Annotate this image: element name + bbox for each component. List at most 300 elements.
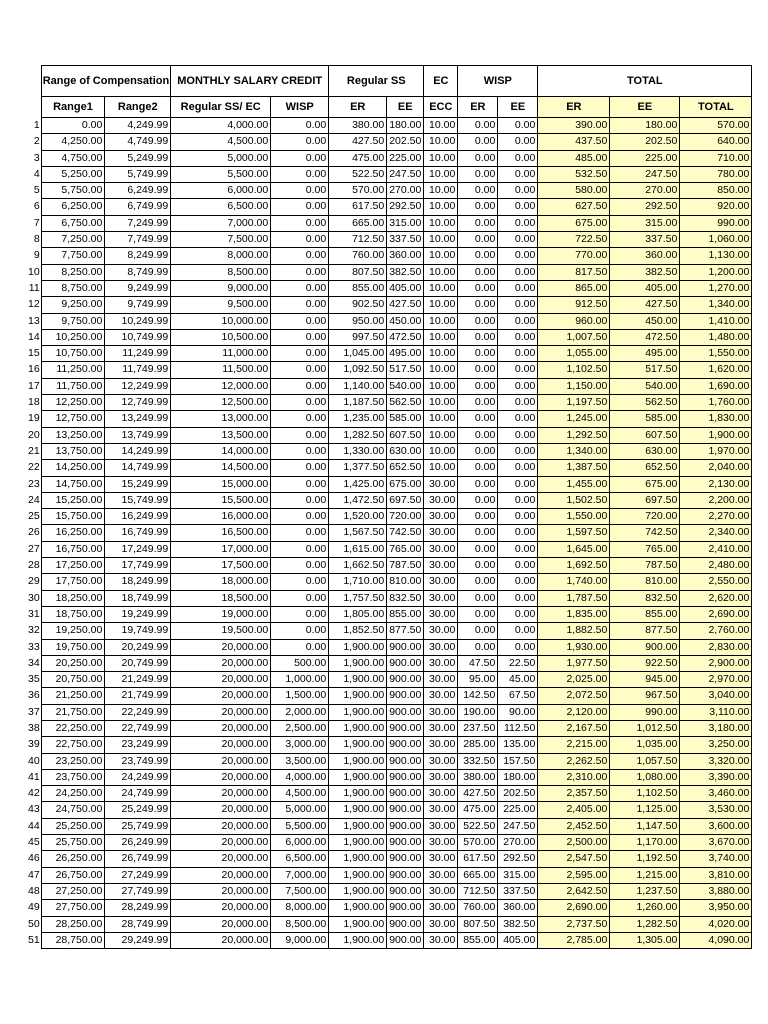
wisp-ee-cell: 0.00 <box>498 558 538 574</box>
total-er-cell: 2,737.50 <box>538 916 610 932</box>
total-ee-cell: 382.50 <box>610 264 680 280</box>
wisp-er-cell: 0.00 <box>458 443 498 459</box>
row-number-cell: 43 <box>28 803 40 816</box>
wisp-er-cell: 0.00 <box>458 215 498 231</box>
ecc-cell: 30.00 <box>424 574 458 590</box>
range2-cell: 28,749.99 <box>105 916 171 932</box>
range1-cell: 15,750.00 <box>41 509 105 525</box>
msc-wisp-cell: 0.00 <box>271 590 329 606</box>
msc-wisp-cell: 0.00 <box>271 329 329 345</box>
table-row <box>28 883 752 899</box>
row-number-cell: 51 <box>28 933 40 946</box>
msc-wisp-cell: 0.00 <box>271 476 329 492</box>
ecc-cell: 10.00 <box>424 460 458 476</box>
range2-cell: 19,249.99 <box>105 606 171 622</box>
total-er-cell: 485.00 <box>538 150 610 166</box>
ecc-cell: 10.00 <box>424 134 458 150</box>
row-number-cell: 39 <box>28 738 40 751</box>
total-ee-cell: 832.50 <box>610 590 680 606</box>
total-ee-cell: 855.00 <box>610 606 680 622</box>
range1-cell: 5,250.00 <box>41 166 105 182</box>
wisp-ee-cell: 0.00 <box>498 639 538 655</box>
row-number-cell: 8 <box>33 233 40 246</box>
ss-ee-cell: 900.00 <box>387 786 424 802</box>
total-er-cell: 1,055.00 <box>538 346 610 362</box>
range2-cell: 23,249.99 <box>105 737 171 753</box>
total-total-cell: 3,670.00 <box>680 835 752 851</box>
ecc-cell: 30.00 <box>424 867 458 883</box>
range1-cell: 11,250.00 <box>41 362 105 378</box>
total-ee-cell: 697.50 <box>610 492 680 508</box>
total-er-cell: 1,645.00 <box>538 541 610 557</box>
ss-er-cell: 1,662.50 <box>329 558 387 574</box>
msc-wisp-cell: 500.00 <box>271 655 329 671</box>
total-total-cell: 3,810.00 <box>680 867 752 883</box>
row-number-cell: 5 <box>33 184 40 197</box>
ss-er-cell: 475.00 <box>329 150 387 166</box>
total-ee-cell: 1,147.50 <box>610 818 680 834</box>
total-er-cell: 960.00 <box>538 313 610 329</box>
wisp-er-cell: 0.00 <box>458 476 498 492</box>
total-er-cell: 2,310.00 <box>538 769 610 785</box>
ss-er-cell: 1,140.00 <box>329 378 387 394</box>
msc-wisp-cell: 5,500.00 <box>271 818 329 834</box>
total-er-cell: 1,930.00 <box>538 639 610 655</box>
total-er-cell: 2,357.50 <box>538 786 610 802</box>
ss-er-cell: 1,900.00 <box>329 802 387 818</box>
wisp-ee-cell: 0.00 <box>498 395 538 411</box>
row-number-cell: 47 <box>28 868 40 881</box>
range1-cell: 6,750.00 <box>41 215 105 231</box>
range1-cell: 8,250.00 <box>41 264 105 280</box>
range1-cell: 15,250.00 <box>41 492 105 508</box>
row-number-cell: 6 <box>33 200 40 213</box>
ss-er-cell: 1,472.50 <box>329 492 387 508</box>
range1-cell: 19,750.00 <box>41 639 105 655</box>
total-er-cell: 912.50 <box>538 297 610 313</box>
range1-cell: 24,250.00 <box>41 786 105 802</box>
ss-er-cell: 522.50 <box>329 166 387 182</box>
wisp-er-cell: 0.00 <box>458 166 498 182</box>
table-row <box>28 639 752 655</box>
total-ee-cell: 1,125.00 <box>610 802 680 818</box>
regular-ss-ec-cell: 20,000.00 <box>171 672 271 688</box>
ss-ee-cell: 562.50 <box>387 395 424 411</box>
regular-ss-ec-cell: 12,500.00 <box>171 395 271 411</box>
range2-cell: 10,249.99 <box>105 313 171 329</box>
table-row <box>28 509 752 525</box>
total-total-cell: 3,460.00 <box>680 786 752 802</box>
wisp-er-cell: 380.00 <box>458 769 498 785</box>
table-row <box>28 525 752 541</box>
total-total-cell: 780.00 <box>680 166 752 182</box>
table-row <box>28 753 752 769</box>
range2-cell: 28,249.99 <box>105 900 171 916</box>
msc-wisp-cell: 2,000.00 <box>271 704 329 720</box>
regular-ss-ec-cell: 14,500.00 <box>171 460 271 476</box>
range1-cell: 28,750.00 <box>41 932 105 948</box>
wisp-er-cell: 190.00 <box>458 704 498 720</box>
regular-ss-ec-cell: 20,000.00 <box>171 932 271 948</box>
row-number-cell: 26 <box>28 526 40 539</box>
ss-ee-cell: 900.00 <box>387 900 424 916</box>
row-number-cell: 31 <box>28 607 40 620</box>
total-ee-cell: 742.50 <box>610 525 680 541</box>
total-total-cell: 1,900.00 <box>680 427 752 443</box>
range1-cell: 11,750.00 <box>41 378 105 394</box>
total-ee-cell: 292.50 <box>610 199 680 215</box>
table-row <box>28 818 752 834</box>
total-ee-cell: 270.00 <box>610 183 680 199</box>
msc-wisp-cell: 0.00 <box>271 248 329 264</box>
row-number-cell: 18 <box>28 396 40 409</box>
range1-cell: 26,750.00 <box>41 867 105 883</box>
msc-wisp-cell: 0.00 <box>271 541 329 557</box>
ss-ee-cell: 900.00 <box>387 932 424 948</box>
wisp-ee-cell: 135.00 <box>498 737 538 753</box>
total-er-cell: 2,500.00 <box>538 835 610 851</box>
wisp-er-cell: 0.00 <box>458 183 498 199</box>
table-row <box>28 737 752 753</box>
wisp-ee-cell: 0.00 <box>498 541 538 557</box>
range2-cell: 18,249.99 <box>105 574 171 590</box>
total-total-cell: 1,620.00 <box>680 362 752 378</box>
ss-ee-cell: 360.00 <box>387 248 424 264</box>
table-row <box>28 395 752 411</box>
ss-ee-cell: 900.00 <box>387 916 424 932</box>
ecc-cell: 30.00 <box>424 688 458 704</box>
wisp-er-cell: 712.50 <box>458 883 498 899</box>
regular-ss-ec-cell: 20,000.00 <box>171 867 271 883</box>
total-er-cell: 817.50 <box>538 264 610 280</box>
total-ee-cell: 607.50 <box>610 427 680 443</box>
msc-wisp-cell: 0.00 <box>271 639 329 655</box>
row-number-cell: 14 <box>28 330 40 343</box>
row-number-cell: 27 <box>28 542 40 555</box>
table-row <box>28 166 752 182</box>
table-row <box>28 313 752 329</box>
ecc-cell: 10.00 <box>424 248 458 264</box>
ss-er-cell: 1,520.00 <box>329 509 387 525</box>
table-body <box>28 118 752 949</box>
table-row <box>28 558 752 574</box>
total-total-cell: 2,480.00 <box>680 558 752 574</box>
wisp-er-cell: 0.00 <box>458 411 498 427</box>
msc-wisp-cell: 9,000.00 <box>271 932 329 948</box>
total-total-cell: 1,550.00 <box>680 346 752 362</box>
range1-cell: 7,250.00 <box>41 232 105 248</box>
table-row <box>28 590 752 606</box>
msc-wisp-cell: 0.00 <box>271 574 329 590</box>
ecc-cell: 30.00 <box>424 769 458 785</box>
ecc-cell: 10.00 <box>424 232 458 248</box>
msc-wisp-cell: 0.00 <box>271 346 329 362</box>
regular-ss-ec-cell: 20,000.00 <box>171 916 271 932</box>
ss-ee-cell: 585.00 <box>387 411 424 427</box>
ecc-cell: 10.00 <box>424 264 458 280</box>
regular-ss-ec-cell: 11,000.00 <box>171 346 271 362</box>
total-er-cell: 2,595.00 <box>538 867 610 883</box>
total-er-cell: 770.00 <box>538 248 610 264</box>
ss-ee-cell: 765.00 <box>387 541 424 557</box>
total-total-cell: 4,020.00 <box>680 916 752 932</box>
range2-cell: 29,249.99 <box>105 932 171 948</box>
row-number-cell: 49 <box>28 901 40 914</box>
ss-ee-cell: 450.00 <box>387 313 424 329</box>
wisp-er-cell: 522.50 <box>458 818 498 834</box>
table-row <box>28 248 752 264</box>
wisp-ee-cell: 0.00 <box>498 443 538 459</box>
total-total-cell: 2,270.00 <box>680 509 752 525</box>
total-er-cell: 1,882.50 <box>538 623 610 639</box>
total-er-cell: 1,292.50 <box>538 427 610 443</box>
range1-cell: 20,250.00 <box>41 655 105 671</box>
wisp-er-cell: 332.50 <box>458 753 498 769</box>
msc-wisp-cell: 0.00 <box>271 443 329 459</box>
total-total-cell: 920.00 <box>680 199 752 215</box>
range1-cell: 12,750.00 <box>41 411 105 427</box>
range1-cell: 27,750.00 <box>41 900 105 916</box>
wisp-er-cell: 0.00 <box>458 492 498 508</box>
total-total-cell: 2,830.00 <box>680 639 752 655</box>
total-er-cell: 2,167.50 <box>538 720 610 736</box>
range2-cell: 16,249.99 <box>105 509 171 525</box>
wisp-ee-cell: 337.50 <box>498 883 538 899</box>
ss-ee-cell: 900.00 <box>387 672 424 688</box>
ss-ee-cell: 405.00 <box>387 280 424 296</box>
total-ee-cell: 1,057.50 <box>610 753 680 769</box>
ecc-cell: 30.00 <box>424 704 458 720</box>
ecc-cell: 10.00 <box>424 362 458 378</box>
wisp-er-cell: 0.00 <box>458 590 498 606</box>
total-er-cell: 1,692.50 <box>538 558 610 574</box>
msc-wisp-cell: 0.00 <box>271 313 329 329</box>
total-ee-cell: 562.50 <box>610 395 680 411</box>
ss-er-cell: 1,045.00 <box>329 346 387 362</box>
ecc-cell: 30.00 <box>424 492 458 508</box>
msc-wisp-cell: 0.00 <box>271 378 329 394</box>
table-row <box>28 867 752 883</box>
table-row <box>28 688 752 704</box>
wisp-ee-cell: 0.00 <box>498 280 538 296</box>
range1-cell: 22,750.00 <box>41 737 105 753</box>
regular-ss-ec-cell: 13,000.00 <box>171 411 271 427</box>
ss-er-cell: 1,377.50 <box>329 460 387 476</box>
range2-cell: 14,749.99 <box>105 460 171 476</box>
total-total-cell: 1,690.00 <box>680 378 752 394</box>
ss-ee-cell: 382.50 <box>387 264 424 280</box>
ss-er-cell: 1,900.00 <box>329 900 387 916</box>
range1-cell: 4,750.00 <box>41 150 105 166</box>
wisp-er-cell: 0.00 <box>458 313 498 329</box>
ecc-cell: 30.00 <box>424 623 458 639</box>
ss-er-cell: 1,235.00 <box>329 411 387 427</box>
wisp-er-cell: 0.00 <box>458 264 498 280</box>
msc-wisp-cell: 0.00 <box>271 232 329 248</box>
total-er-cell: 1,502.50 <box>538 492 610 508</box>
wisp-er-cell: 0.00 <box>458 297 498 313</box>
total-ee-cell: 877.50 <box>610 623 680 639</box>
range2-cell: 26,249.99 <box>105 835 171 851</box>
range2-cell: 4,249.99 <box>105 118 171 134</box>
total-er-cell: 1,150.00 <box>538 378 610 394</box>
ecc-cell: 30.00 <box>424 786 458 802</box>
row-number-cell: 11 <box>28 281 40 294</box>
ss-er-cell: 1,900.00 <box>329 932 387 948</box>
range1-cell: 10,750.00 <box>41 346 105 362</box>
row-number-cell: 36 <box>28 689 40 702</box>
total-ee-cell: 315.00 <box>610 215 680 231</box>
wisp-er-cell: 0.00 <box>458 329 498 345</box>
table-row <box>28 574 752 590</box>
row-number-cell: 1 <box>33 119 40 131</box>
ss-ee-cell: 292.50 <box>387 199 424 215</box>
ecc-cell: 30.00 <box>424 851 458 867</box>
ss-ee-cell: 900.00 <box>387 802 424 818</box>
ss-ee-cell: 697.50 <box>387 492 424 508</box>
msc-wisp-cell: 2,500.00 <box>271 720 329 736</box>
msc-wisp-cell: 7,500.00 <box>271 883 329 899</box>
ecc-cell: 30.00 <box>424 883 458 899</box>
range2-cell: 8,749.99 <box>105 264 171 280</box>
ss-ee-cell: 517.50 <box>387 362 424 378</box>
total-er-cell: 1,977.50 <box>538 655 610 671</box>
row-number-cell: 10 <box>28 265 40 278</box>
wisp-header: WISP <box>458 66 538 97</box>
total-er-cell: 2,215.00 <box>538 737 610 753</box>
regular-ss-ec-cell: 20,000.00 <box>171 655 271 671</box>
ss-ee-cell: 427.50 <box>387 297 424 313</box>
msc-wisp-cell: 3,500.00 <box>271 753 329 769</box>
ss-ee-cell: 202.50 <box>387 134 424 150</box>
total-total-cell: 2,970.00 <box>680 672 752 688</box>
ecc-cell: 10.00 <box>424 346 458 362</box>
total-total-cell: 2,040.00 <box>680 460 752 476</box>
ecc-cell: 30.00 <box>424 672 458 688</box>
total-ee-cell: 1,282.50 <box>610 916 680 932</box>
ss-er-cell: 570.00 <box>329 183 387 199</box>
regular-ss-ec-cell: 20,000.00 <box>171 900 271 916</box>
total-total-cell: 2,620.00 <box>680 590 752 606</box>
total-er-cell: 1,455.00 <box>538 476 610 492</box>
row-number-cell: 3 <box>33 151 40 164</box>
row-number-cell: 37 <box>28 705 40 718</box>
row-number-cell: 16 <box>28 363 40 376</box>
wisp-er-cell: 0.00 <box>458 280 498 296</box>
range1-cell: 23,750.00 <box>41 769 105 785</box>
wisp-ee-cell: 157.50 <box>498 753 538 769</box>
total-ee-cell: 787.50 <box>610 558 680 574</box>
ss-er-cell: 1,900.00 <box>329 720 387 736</box>
wisp-ee-cell: 0.00 <box>498 313 538 329</box>
total-total-cell: 1,340.00 <box>680 297 752 313</box>
row-number-cell: 40 <box>28 754 40 767</box>
wisp-er-cell: 95.00 <box>458 672 498 688</box>
table-row <box>28 427 752 443</box>
total-ee-cell: 247.50 <box>610 166 680 182</box>
range2-cell: 12,249.99 <box>105 378 171 394</box>
total-er-cell: 1,835.00 <box>538 606 610 622</box>
wisp-ee-cell: 315.00 <box>498 867 538 883</box>
ss-ee-cell: 900.00 <box>387 818 424 834</box>
regular-ss-ec-cell: 20,000.00 <box>171 704 271 720</box>
ss-er-cell: 1,900.00 <box>329 672 387 688</box>
range1-cell: 20,750.00 <box>41 672 105 688</box>
range2-cell: 26,749.99 <box>105 851 171 867</box>
row-number-cell: 12 <box>28 298 40 311</box>
ss-er-cell: 1,900.00 <box>329 835 387 851</box>
range2-cell: 14,249.99 <box>105 443 171 459</box>
total-er-cell: 1,387.50 <box>538 460 610 476</box>
range1-cell: 21,750.00 <box>41 704 105 720</box>
wisp-ee-cell: 0.00 <box>498 606 538 622</box>
total-ee-header: EE <box>610 97 680 118</box>
ecc-cell: 10.00 <box>424 297 458 313</box>
ss-ee-cell: 900.00 <box>387 835 424 851</box>
table-row <box>28 329 752 345</box>
table-row <box>28 346 752 362</box>
table-row <box>28 606 752 622</box>
range2-header: Range2 <box>105 97 171 118</box>
range1-cell: 21,250.00 <box>41 688 105 704</box>
total-total-cell: 4,090.00 <box>680 932 752 948</box>
total-ee-cell: 540.00 <box>610 378 680 394</box>
ss-ee-cell: 495.00 <box>387 346 424 362</box>
wisp-ee-cell: 405.00 <box>498 932 538 948</box>
ss-ee-cell: 832.50 <box>387 590 424 606</box>
ss-er-cell: 1,710.00 <box>329 574 387 590</box>
msc-wisp-cell: 0.00 <box>271 118 329 134</box>
range2-cell: 27,749.99 <box>105 883 171 899</box>
range1-cell: 0.00 <box>41 118 105 134</box>
range1-cell: 16,250.00 <box>41 525 105 541</box>
msc-wisp-cell: 0.00 <box>271 395 329 411</box>
total-er-cell: 1,740.00 <box>538 574 610 590</box>
ss-ee-cell: 247.50 <box>387 166 424 182</box>
row-number-cell: 17 <box>28 379 40 392</box>
table-row <box>28 362 752 378</box>
wisp-er-cell: 427.50 <box>458 786 498 802</box>
total-ee-cell: 585.00 <box>610 411 680 427</box>
total-er-cell: 390.00 <box>538 118 610 134</box>
total-total-cell: 2,410.00 <box>680 541 752 557</box>
ecc-cell: 10.00 <box>424 280 458 296</box>
total-ee-cell: 1,260.00 <box>610 900 680 916</box>
table-row <box>28 215 752 231</box>
msc-wisp-cell: 4,000.00 <box>271 769 329 785</box>
table-row <box>28 769 752 785</box>
row-number-cell: 13 <box>28 314 40 327</box>
total-ee-cell: 450.00 <box>610 313 680 329</box>
row-number-cell: 7 <box>33 216 40 229</box>
total-ee-cell: 1,237.50 <box>610 883 680 899</box>
range2-cell: 11,249.99 <box>105 346 171 362</box>
range1-cell: 14,750.00 <box>41 476 105 492</box>
wisp-ee-cell: 0.00 <box>498 346 538 362</box>
regular-ss-ec-cell: 20,000.00 <box>171 851 271 867</box>
wisp-ee-cell: 0.00 <box>498 134 538 150</box>
ss-ee-cell: 900.00 <box>387 704 424 720</box>
range2-cell: 6,749.99 <box>105 199 171 215</box>
regular-ss-ec-cell: 7,000.00 <box>171 215 271 231</box>
table-row <box>28 443 752 459</box>
range1-cell: 9,750.00 <box>41 313 105 329</box>
range1-cell: 7,750.00 <box>41 248 105 264</box>
ecc-cell: 30.00 <box>424 932 458 948</box>
wisp-er-cell: 142.50 <box>458 688 498 704</box>
total-ee-cell: 967.50 <box>610 688 680 704</box>
regular-ss-ec-cell: 9,000.00 <box>171 280 271 296</box>
